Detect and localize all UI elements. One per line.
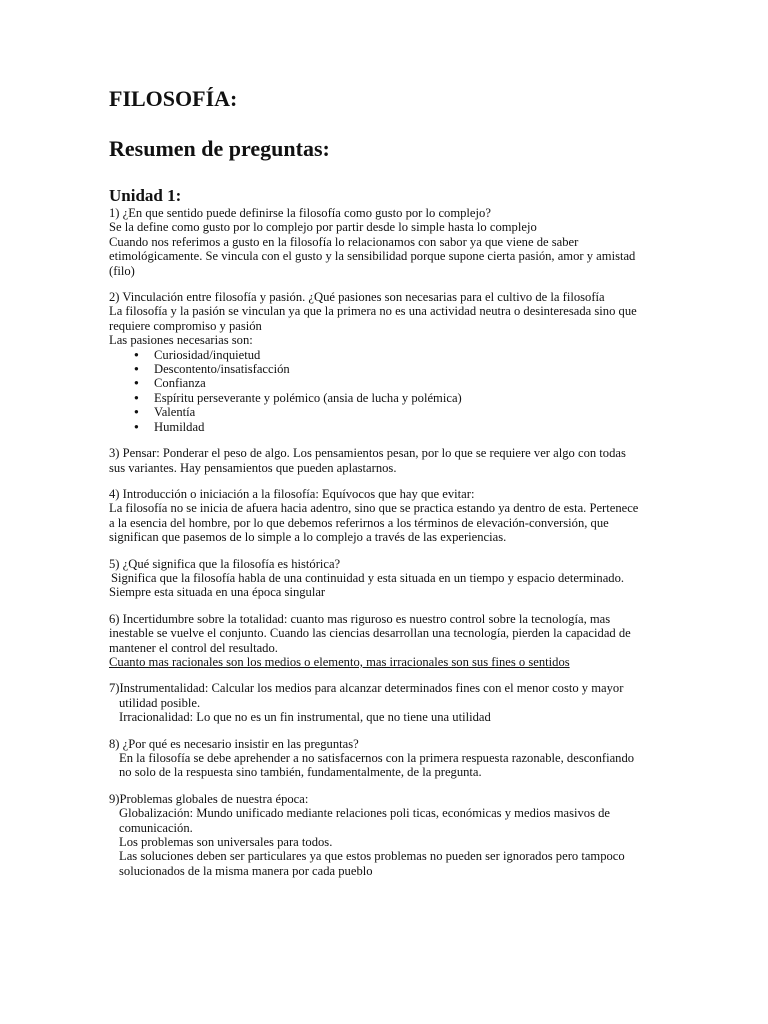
- document-subtitle: Resumen de preguntas:: [109, 136, 330, 161]
- q3-line: 3) Pensar: Ponderar el peso de algo. Los pensamientos pesan, por lo que se requiere ver algo con todas: [109, 446, 626, 461]
- q5-line: Significa que la filosofía habla de una continuidad y esta situada en un tiempo y espacio determinado.: [111, 570, 625, 585]
- question-3: [109, 446, 669, 475]
- q9-line: solucionados de la misma manera por cada pueblo: [119, 863, 373, 878]
- q8-line: no solo de la respuesta sino también, fundamentalmente, de la pregunta.: [119, 765, 482, 780]
- q7-line: Irracionalidad: Lo que no es un fin instrumental, que no tiene una utilidad: [119, 710, 491, 725]
- q8-line: 8) ¿Por qué es necesario insistir en las preguntas?: [109, 736, 359, 751]
- q8-line: En la filosofía se debe aprehender a no satisfacernos con la primera respuesta razonable, desconfiando: [119, 751, 635, 765]
- q1-line: (filo): [109, 263, 135, 278]
- q7-line: 7)Instrumentalidad: Calcular los medios para alcanzar determinados fines con el menor costo y mayor: [109, 681, 624, 696]
- list-item: ● Descontento/insatisfacción: [109, 362, 669, 376]
- q2-line: 2) Vinculación entre filosofía y pasión. ¿Qué pasiones son necesarias para el cultivo de la filosofía: [109, 290, 605, 305]
- q6-line: inestable se vuelve el conjunto. Cuando las ciencias desarrollan una tecnología, pierden la capacidad de: [109, 626, 631, 641]
- q6-underlined-line: Cuanto mas racionales son los medios o elemento, mas irracionales son sus fines o sentidos: [109, 654, 570, 669]
- q9-line: 9)Problemas globales de nuestra época:: [109, 791, 309, 806]
- q7-line: utilidad posible.: [119, 695, 201, 710]
- q2-line: Las pasiones necesarias son:: [109, 333, 253, 348]
- question-2: [109, 290, 669, 434]
- document-title: FILOSOFÍA:: [109, 86, 238, 111]
- passions-list: [109, 348, 669, 434]
- question-5: [109, 557, 669, 600]
- list-item: ● Curiosidad/inquietud: [109, 348, 669, 362]
- unit-heading: Unidad 1:: [109, 186, 182, 205]
- q4-line: 4) Introducción o iniciación a la filosofía: Equívocos que hay que evitar:: [109, 486, 475, 501]
- q6-line: mantener el control del resultado.: [109, 640, 278, 655]
- list-item: ● Confianza: [109, 376, 669, 390]
- q1-line: 1) ¿En que sentido puede definirse la filosofía como gusto por lo complejo?: [109, 206, 491, 220]
- q1-line: Se la define como gusto por lo complejo por partir desde lo simple hasta lo complejo: [109, 220, 537, 235]
- q4-line: a la esencia del hombre, por lo que debemos referirnos a los términos de elevación-conversión, que: [109, 515, 609, 530]
- q5-line: 5) ¿Qué significa que la filosofía es histórica?: [109, 556, 341, 571]
- question-4: [109, 487, 669, 545]
- q9-line: Los problemas son universales para todos.: [119, 835, 333, 850]
- q2-line: La filosofía y la pasión se vinculan ya que la primera no es una actividad neutra o desinteresada sino que: [109, 304, 637, 319]
- q4-line: La filosofía no se inicia de afuera hacia adentro, sino que se practica estando ya dentro de esta. Pertenece: [109, 501, 639, 516]
- q5-line: Siempre esta situada en una época singular: [109, 585, 326, 600]
- q9-line: comunicación.: [119, 820, 193, 835]
- q4-line: significan que pasemos de lo simple a lo complejo a través de las experiencias.: [109, 530, 507, 545]
- list-item: ● Espíritu perseverante y polémico (ansia de lucha y polémica): [109, 391, 669, 405]
- q2-line: requiere compromiso y pasión: [109, 318, 262, 333]
- question-7: [109, 681, 669, 724]
- document-body: [109, 186, 669, 878]
- q6-line: 6) Incertidumbre sobre la totalidad: cuanto mas riguroso es nuestro control sobre la tecnología, mas: [109, 611, 611, 626]
- q3-line: sus variantes. Hay pensamientos que pueden aplastarnos.: [109, 460, 397, 475]
- question-1: [109, 206, 669, 278]
- question-9: [109, 792, 669, 878]
- question-8: [109, 737, 669, 780]
- q1-line: Cuando nos referimos a gusto en la filosofía lo relacionamos con sabor ya que viene de saber: [109, 234, 579, 249]
- q1-line: etimológicamente. Se vincula con el gusto y la sensibilidad porque supone cierta pasión, amor y amistad: [109, 249, 636, 264]
- list-item: ● Valentía: [109, 405, 669, 419]
- list-item: ● Humildad: [109, 420, 669, 434]
- q9-line: Las soluciones deben ser particulares ya que estos problemas no pueden ser ignorados pero tampoco: [119, 849, 625, 864]
- question-6: [109, 612, 669, 670]
- q9-line: Globalización: Mundo unificado mediante relaciones poli ticas, económicas y medios masivos de: [119, 806, 611, 821]
